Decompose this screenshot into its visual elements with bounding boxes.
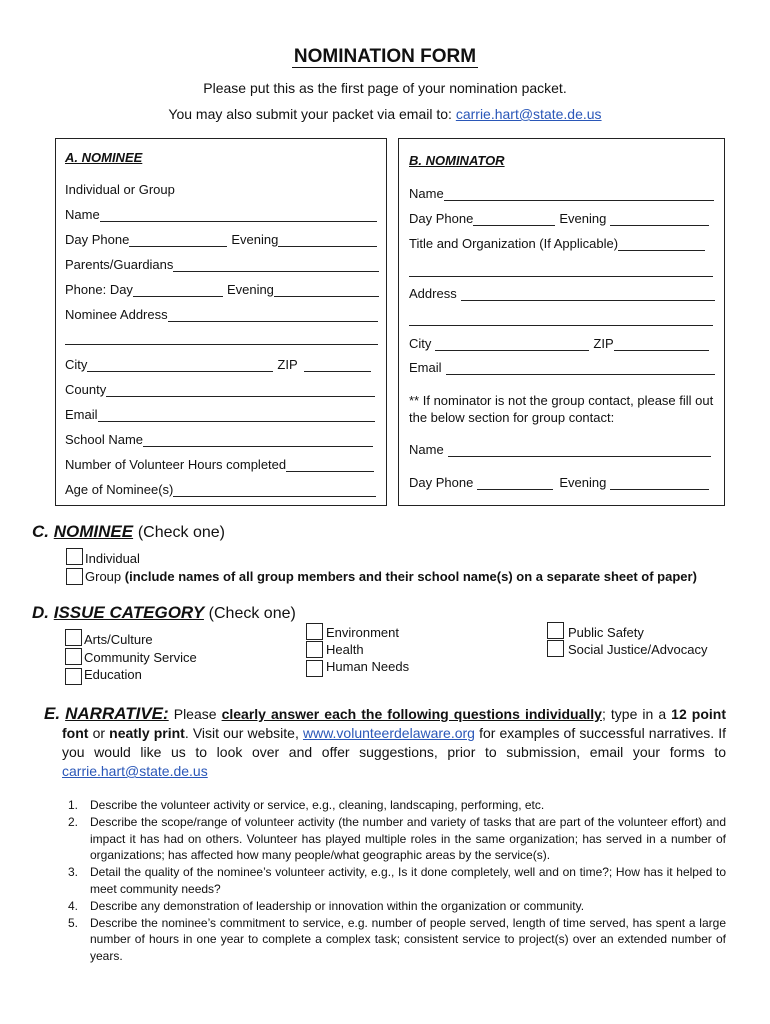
- arts-culture-checkbox[interactable]: [65, 629, 82, 646]
- group-contact-note: ** If nominator is not the group contact, please fill out the below section for group contact:: [409, 393, 714, 425]
- subtitle-email: You may also submit your packet via email to: carrie.hart@state.de.us: [168, 106, 602, 122]
- nominee-county-field[interactable]: County: [65, 382, 375, 397]
- nominator-title-org-field[interactable]: Title and Organization (If Applicable): [409, 236, 705, 251]
- list-item: 4. Describe any demonstration of leadership or innovation within the organization or community.: [68, 898, 585, 913]
- nominator-city-zip-field[interactable]: City ZIP: [409, 336, 709, 351]
- public-safety-checkbox[interactable]: [547, 622, 564, 639]
- nominee-address-line2[interactable]: [65, 332, 378, 345]
- individual-or-group-label: Individual or Group: [65, 182, 175, 197]
- nominee-age-field[interactable]: Age of Nominee(s): [65, 482, 376, 497]
- volunteer-hours-field[interactable]: Number of Volunteer Hours completed: [65, 457, 374, 472]
- nominator-address-line2[interactable]: [409, 313, 713, 326]
- nominator-box: [398, 138, 725, 506]
- nominee-phone-field[interactable]: Day Phone Evening: [65, 232, 377, 247]
- narrative-questions: [62, 797, 726, 965]
- nominee-heading: A. NOMINEE: [65, 150, 143, 165]
- human-needs-label: Human Needs: [326, 659, 410, 674]
- health-label: Health: [326, 642, 364, 657]
- public-safety-label: Public Safety: [568, 625, 644, 640]
- page-title: NOMINATION FORM: [293, 46, 477, 67]
- school-name-field[interactable]: School Name: [65, 432, 373, 447]
- environment-checkbox[interactable]: [306, 623, 323, 640]
- group-checkbox[interactable]: [66, 568, 83, 585]
- nominee-address-field[interactable]: Nominee Address: [65, 307, 378, 322]
- community-service-label: Community Service: [84, 650, 197, 665]
- website-link[interactable]: www.volunteerdelaware.org: [302, 725, 475, 741]
- section-d-heading: D. ISSUE CATEGORY (Check one): [32, 603, 296, 622]
- nominee-name-field[interactable]: Name: [65, 207, 377, 222]
- nominee-box: [55, 138, 387, 506]
- arts-culture-label: Arts/Culture: [84, 632, 153, 647]
- nominator-heading: B. NOMINATOR: [409, 153, 505, 168]
- individual-label: Individual: [85, 551, 140, 566]
- environment-label: Environment: [326, 625, 399, 640]
- nominator-name-field[interactable]: Name: [409, 186, 714, 201]
- narrative-email-link[interactable]: carrie.hart@state.de.us: [62, 763, 208, 779]
- group-contact-phone-field[interactable]: Day Phone Evening: [409, 475, 709, 490]
- education-label: Education: [84, 667, 142, 682]
- parents-guardians-field[interactable]: Parents/Guardians: [65, 257, 379, 272]
- list-item: 1. Describe the volunteer activity or service, e.g., cleaning, landscaping, performing, etc.: [68, 798, 545, 812]
- list-item: 2. Describe the scope/range of volunteer activity (the number and variety of tasks that are part of the volunteer effort) and impact it has had on others. Volunteer has played multiple roles in the same organization; has served in a number of organizations; has affected how many people/what geographic areas by the service(s).: [68, 814, 726, 863]
- education-checkbox[interactable]: [65, 668, 82, 685]
- health-checkbox[interactable]: [306, 641, 323, 658]
- group-label: Group (include names of all group members and their school name(s) on a separate sheet of paper): [85, 569, 697, 584]
- nominee-email-field[interactable]: Email: [65, 407, 375, 422]
- human-needs-checkbox[interactable]: [306, 660, 323, 677]
- community-service-checkbox[interactable]: [65, 648, 82, 665]
- nominator-title-org-line2[interactable]: [409, 264, 713, 277]
- nominator-email-field[interactable]: Email: [409, 360, 715, 375]
- email-link[interactable]: carrie.hart@state.de.us: [455, 106, 602, 122]
- subtitle-first-page: Please put this as the first page of your nomination packet.: [203, 80, 567, 96]
- nominator-phone-field[interactable]: Day Phone Evening: [409, 211, 709, 226]
- social-justice-checkbox[interactable]: [547, 640, 564, 657]
- nominee-city-zip-field[interactable]: City ZIP: [65, 357, 371, 372]
- parents-phone-field[interactable]: Phone: Day Evening: [65, 282, 379, 297]
- social-justice-label: Social Justice/Advocacy: [568, 642, 708, 657]
- group-contact-name-field[interactable]: Name: [409, 442, 711, 457]
- list-item: 3. Detail the quality of the nominee’s volunteer activity, e.g., Is it done completely, well and on time?; How has it helped to meet community needs?: [68, 865, 726, 896]
- section-c-heading: C. NOMINEE (Check one): [32, 522, 225, 541]
- list-item: 5. Describe the nominee’s commitment to service, e.g. number of people served, length of time served, has spent a large number of hours in one year to complete a complex task; consistent service to project(s) over an extended number of years.: [68, 915, 726, 964]
- nominator-address-field[interactable]: Address: [409, 286, 715, 301]
- individual-checkbox[interactable]: [66, 548, 83, 565]
- narrative-instructions: E. NARRATIVE: Please clearly answer each the following questions individually; type in a 12 point font or neatly print. Visit our website, www.volunteerdelaware.org for examples of successful narratives. If you would like us to look over and offer suggestions, prior to submission, email your forms to carrie.hart@state.de.us: [44, 704, 727, 779]
